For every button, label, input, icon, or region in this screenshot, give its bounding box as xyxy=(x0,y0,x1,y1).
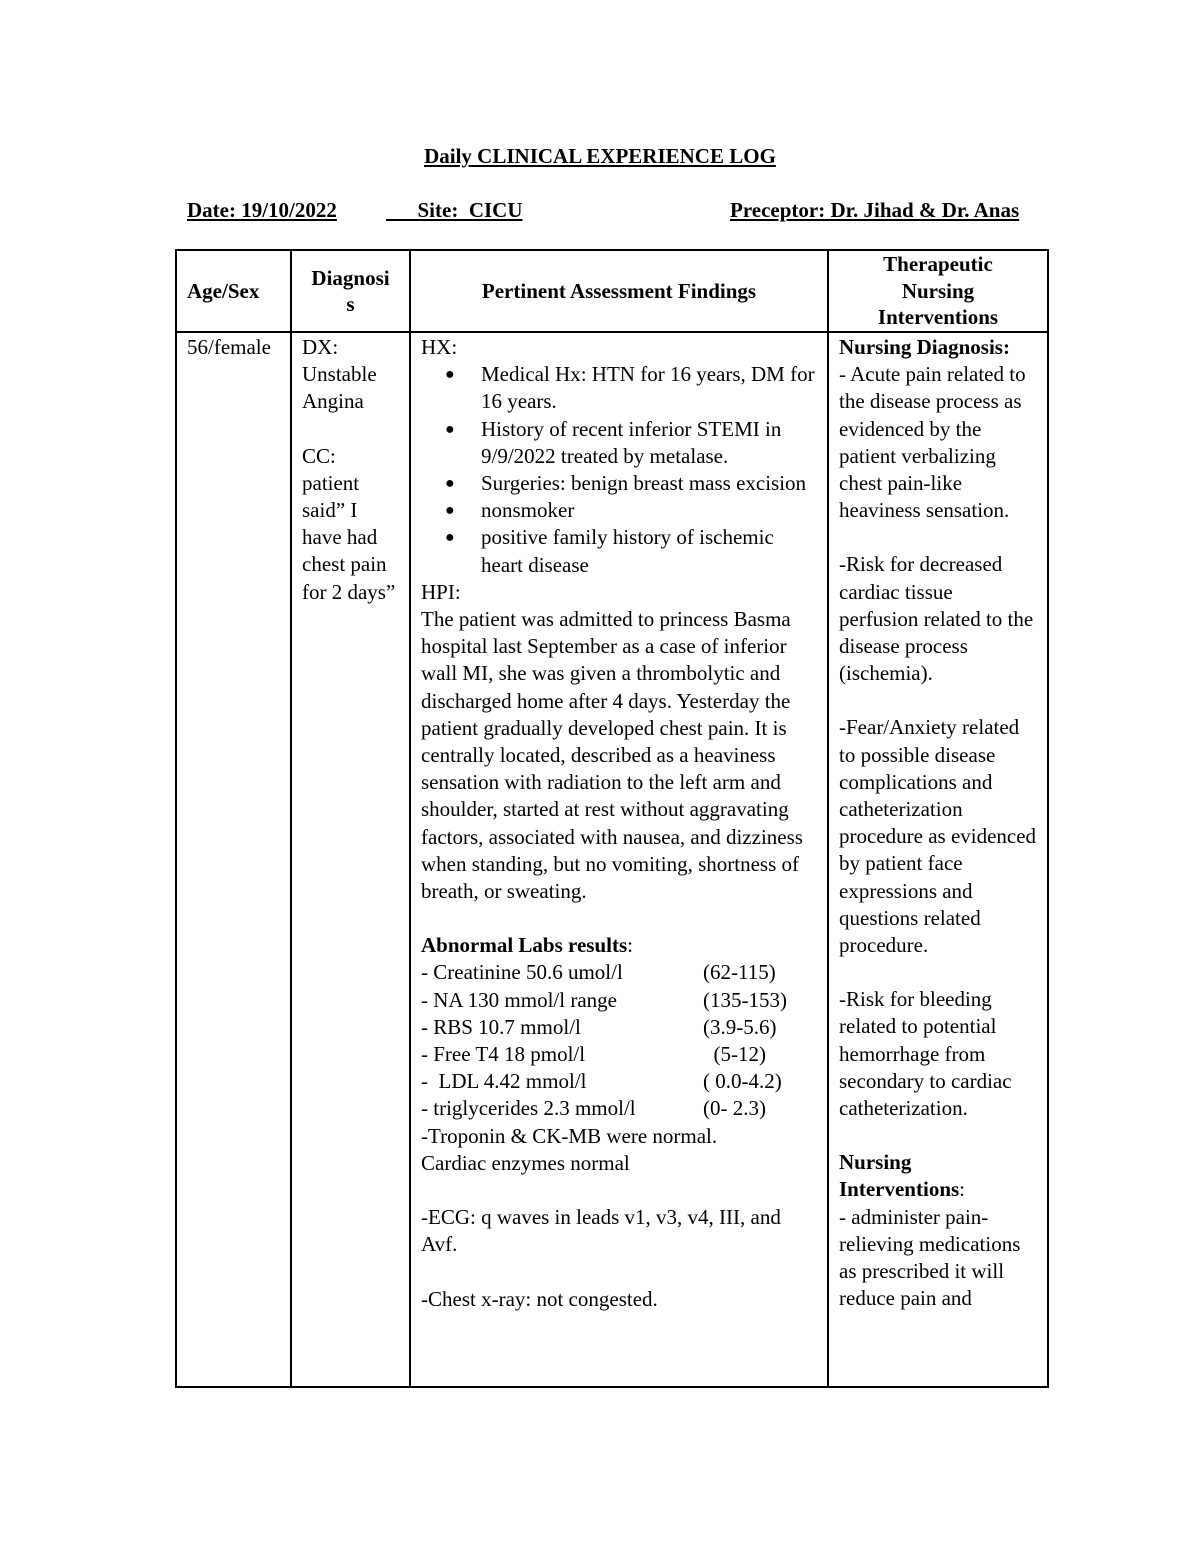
bullet-icon: ● xyxy=(445,475,455,493)
lab-row: - Creatinine 50.6 umol/l (62-115) xyxy=(421,960,776,985)
list-item: ● Surgeries: benign breast mass excision xyxy=(481,470,817,497)
age-sex-value: 56/female xyxy=(187,335,271,359)
nursing-diagnosis-item: -Risk for bleeding related to potential hemorrhage from secondary to cardiac catheterization. xyxy=(839,987,1012,1121)
table-header-row xyxy=(176,250,1048,332)
enzymes-text: Cardiac enzymes normal xyxy=(421,1150,630,1175)
hpi-label: HPI: xyxy=(421,579,461,604)
bullet-icon: ● xyxy=(445,420,455,438)
column-header-interventions: Therapeutic Nursing Interventions xyxy=(828,250,1048,332)
troponin-text: -Troponin & CK-MB were normal. xyxy=(421,1123,718,1148)
list-item: ● Medical Hx: HTN for 16 years, DM for 16 years. xyxy=(445,362,815,414)
nursing-diagnosis-label: Nursing Diagnosis: xyxy=(839,335,1010,359)
list-item: ● History of recent inferior STEMI in 9/9/2022 treated by metalase. xyxy=(445,416,782,468)
labs-heading: Abnormal Labs results: xyxy=(421,933,633,958)
diagnosis-cell xyxy=(291,332,410,1387)
lab-row: - LDL 4.42 mmol/l ( 0.0-4.2) xyxy=(421,1069,782,1094)
clinical-log-table xyxy=(175,249,1049,1388)
table-row xyxy=(176,332,1048,1387)
list-item: ● positive family history of ischemic heart disease xyxy=(445,525,774,577)
nursing-diagnosis-item: -Fear/Anxiety related to possible disease complications and catheterization procedure as evidenced by patient face expressions and questions related procedure. xyxy=(839,715,1037,958)
nursing-intervention-item: - administer pain-relieving medications as prescribed it will reduce pain and xyxy=(839,1204,1021,1311)
site-field: Site: CICU xyxy=(386,198,523,222)
cc-value: patient said” I have had chest pain for 2 days” xyxy=(302,470,396,604)
findings-cell xyxy=(410,332,828,1387)
xray-text: -Chest x-ray: not congested. xyxy=(421,1286,658,1311)
lab-row: - Free T4 18 pmol/l (5-12) xyxy=(421,1042,766,1067)
nursing-diagnosis-item: -Risk for decreased cardiac tissue perfusion related to the disease process (ischemia). xyxy=(839,552,1034,686)
date-field: Date: 19/10/2022 xyxy=(187,198,337,222)
hx-label: HX: xyxy=(421,335,458,359)
age-sex-cell xyxy=(176,332,291,1387)
hx-list xyxy=(421,361,817,579)
column-header-diagnosis: Diagnosi s xyxy=(291,250,410,332)
cc-label: CC: xyxy=(302,443,336,468)
lab-row: - RBS 10.7 mmol/l (3.9-5.6) xyxy=(421,1014,777,1039)
ecg-text: -ECG: q waves in leads v1, v3, v4, III, and Avf. xyxy=(421,1205,781,1257)
bullet-icon: ● xyxy=(445,529,455,547)
nursing-diagnosis-item: - Acute pain related to the disease process as evidenced by the patient verbalizing chest pain-like heaviness sensation. xyxy=(839,362,1026,523)
preceptor-field: Preceptor: Dr. Jihad & Dr. Anas xyxy=(730,198,1020,222)
list-item: ● nonsmoker xyxy=(481,497,817,524)
column-header-age-sex: Age/Sex xyxy=(176,250,291,332)
bullet-icon: ● xyxy=(445,366,455,384)
lab-row: - triglycerides 2.3 mmol/l (0- 2.3) xyxy=(421,1096,766,1121)
dx-value: Unstable Angina xyxy=(302,362,377,414)
column-header-findings: Pertinent Assessment Findings xyxy=(410,250,828,332)
lab-row: - NA 130 mmol/l range (135-153) xyxy=(421,987,787,1012)
dx-label: DX: xyxy=(302,335,339,359)
page-title: Daily CLINICAL EXPERIENCE LOG xyxy=(424,144,776,168)
bullet-icon: ● xyxy=(445,502,455,520)
nursing-interventions-heading: Nursing Interventions: xyxy=(839,1150,966,1202)
hpi-text: The patient was admitted to princess Basma hospital last September as a case of inferior wall MI, she was given a thrombolytic and discharged home after 4 days. Yesterday the patient gradually developed chest pain. It is centrally located, described as a heaviness sensation with radiation to the left arm and shoulder, started at rest without aggravating factors, associated with nausea, and dizziness when standing, but no vomiting, shortness of breath, or sweating. xyxy=(421,607,803,904)
interventions-cell xyxy=(828,332,1048,1387)
